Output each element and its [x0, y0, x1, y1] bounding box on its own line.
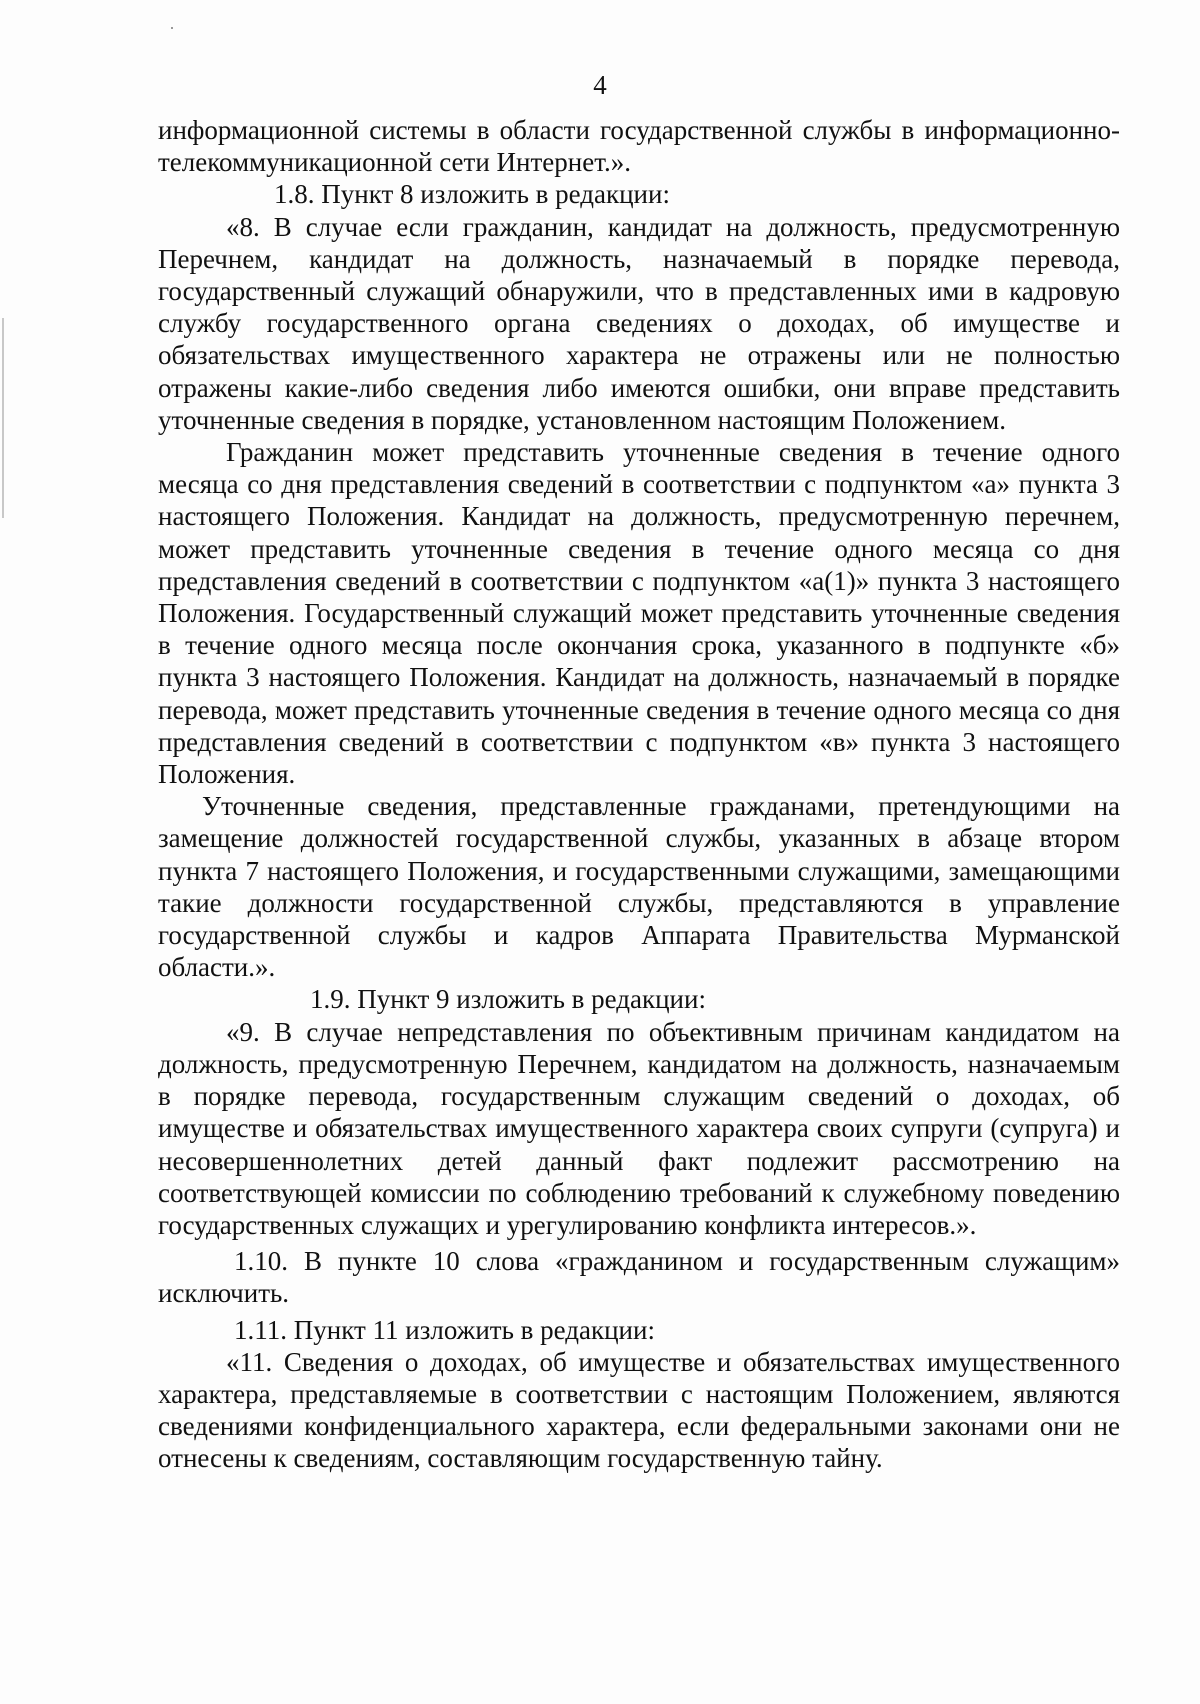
scan-edge-mark — [2, 318, 4, 518]
item-1-10: 1.10. В пункте 10 слова «гражданином и государственным служащим» исключить. — [158, 1246, 1120, 1309]
paragraph-clause-11: «11. Сведения о доходах, об имуществе и обязательствах имущественного характера, представляемые в соответствии с настоящим Положением, являются сведениями конфиденциального характера, если федеральными законами они не отнесены к сведениям, составляющим государственную тайну. — [158, 1346, 1120, 1474]
paragraph-continuation: информационной системы в области государственной службы в информационно-телекоммуникационной сети Интернет.». — [158, 115, 1120, 178]
document-body — [158, 114, 1120, 1475]
item-text: Пункт 8 изложить в редакции: — [321, 179, 670, 210]
item-1-11: 1.11. Пункт 11 изложить в редакции: — [234, 1314, 655, 1345]
paragraph-clause-8: «8. В случае если гражданин, кандидат на должность, предусмотренную Перечнем, кандидат на должность, назначаемый в порядке перевода, государственный служащий обнаружили, что в представленных ими в кадровую службу государственного органа сведениях о доходах, об имуществе и обязательствах имущественного характера не отражены или не полностью отражены какие-либо сведения либо имеются ошибки, они вправе представить уточненные сведения в порядке, установленном настоящим Положением. — [158, 211, 1120, 435]
paragraph-clause-9: «9. В случае непредставления по объективным причинам кандидатом на должность, предусмотренную Перечнем, кандидатом на должность, назначаемым в порядке перевода, государственным служащим сведений о доходах, об имуществе и обязательствах имущественного характера своих супруги (супруга) и несовершеннолетних детей данный факт подлежит рассмотрению на соответствующей комиссии по соблюдению требований к служебному поведению государственных служащих и урегулированию конфликта интересов.». — [158, 1016, 1120, 1240]
item-number: 1.9. — [310, 984, 351, 1015]
item-1-9 — [158, 983, 1120, 1015]
page-number: 4 — [593, 70, 607, 100]
paragraph-citizen-deadlines: Гражданин может представить уточненные сведения в течение одного месяца со дня представления сведений в соответствии с подпунктом «а» пункта 3 настоящего Положения. Кандидат на должность, предусмотренную перечнем, может представить уточненные сведения в течение одного месяца со дня представления сведений в соответствии с подпунктом «а(1)» пункта 3 настоящего Положения. Государственный служащий может представить уточненные сведения в течение одного месяца после окончания срока, указанного в подпункте «б» пункта 3 настоящего Положения. Кандидат на должность, назначаемый в порядке перевода, может представить уточненные сведения в течение одного месяца со дня представления сведений в соответствии с подпунктом «в» пункта 3 настоящего Положения. — [158, 437, 1120, 790]
item-1-8 — [158, 178, 1120, 210]
scan-artifact — [171, 27, 173, 29]
item-number: 1.8. — [274, 179, 315, 210]
item-text: Пункт 9 изложить в редакции: — [357, 984, 706, 1015]
paragraph-clarified-info: Уточненные сведения, представленные гражданами, претендующими на замещение должностей государственной службы, указанных в абзаце втором пункта 7 настоящего Положения, и государственными служащими, замещающими такие должности государственной службы, представляются в управление государственной службы и кадров Аппарата Правительства Мурманской области.». — [158, 791, 1120, 983]
